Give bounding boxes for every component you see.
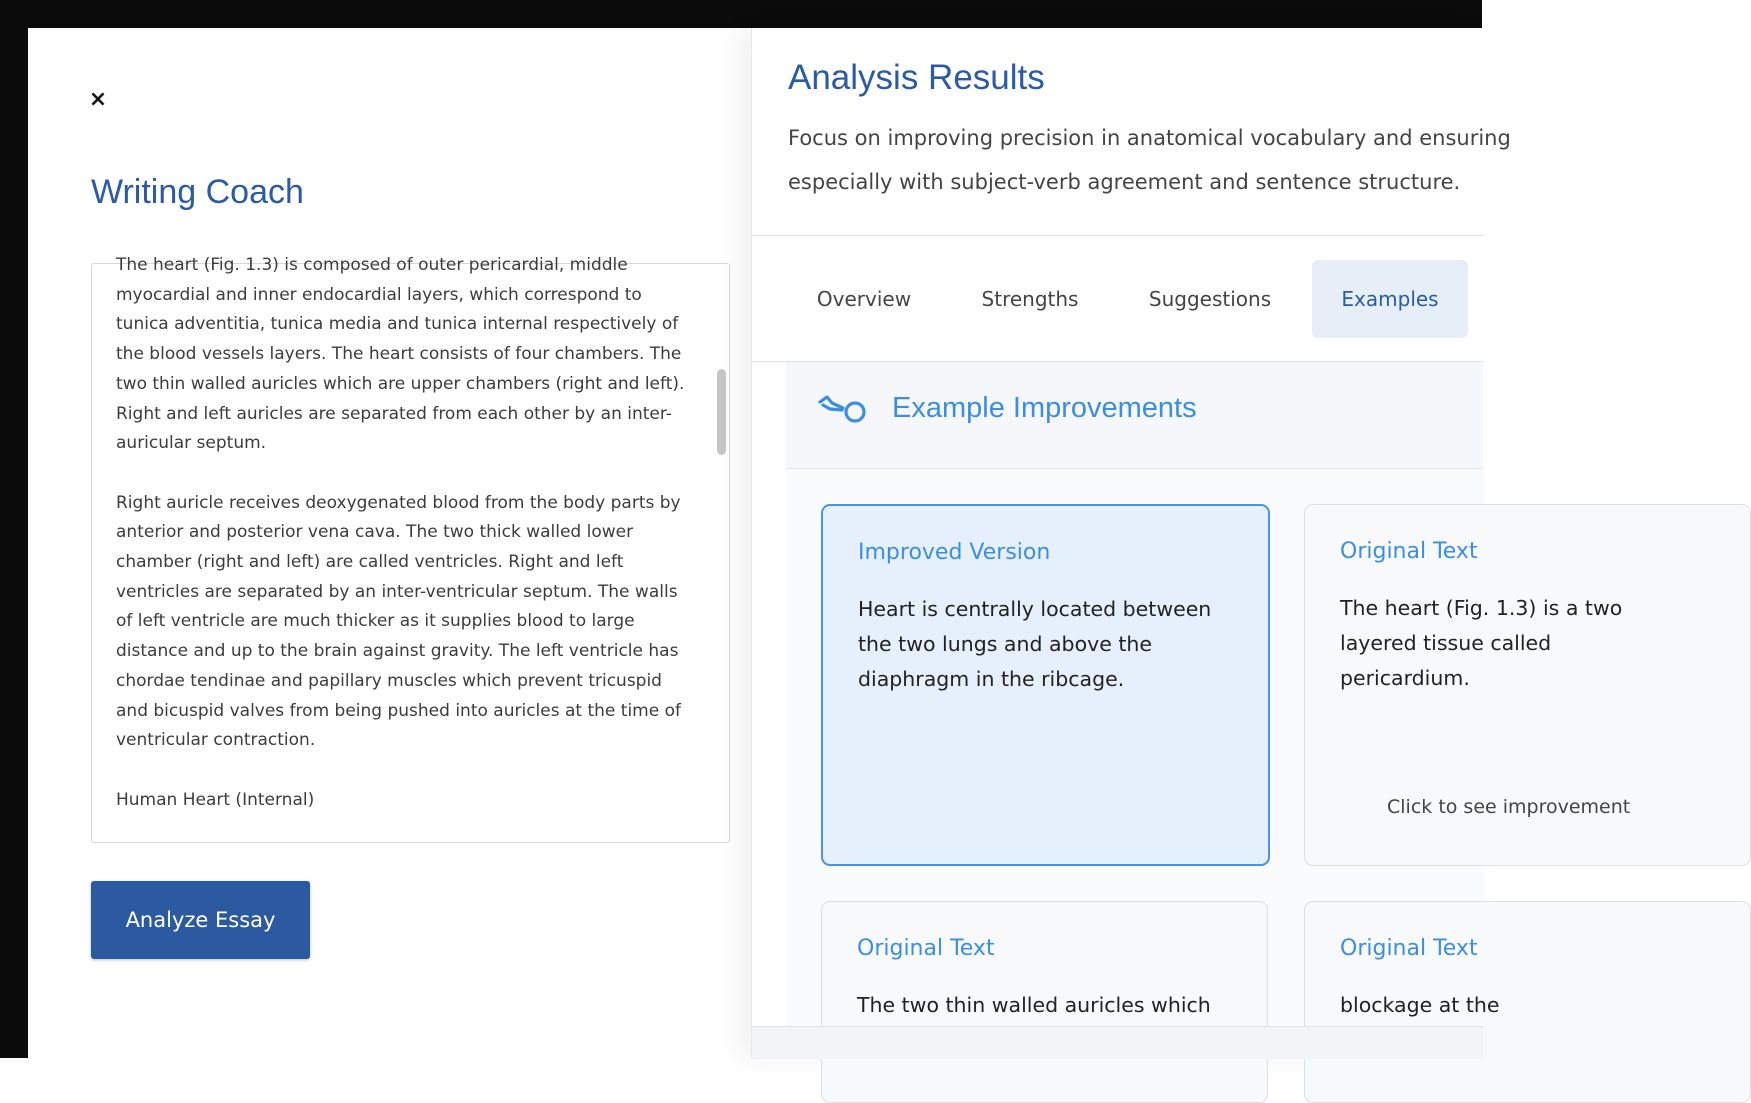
writing-coach-panel: [28, 28, 751, 1058]
card-body: Heart is centrally located between the two lungs and above the diaphragm in the ribcage.: [858, 597, 1212, 691]
card-title: Original Text: [1340, 539, 1478, 564]
analyze-essay-button[interactable]: Analyze Essay: [91, 881, 310, 959]
example-card[interactable]: [1304, 901, 1751, 1103]
close-icon[interactable]: ×: [88, 87, 108, 112]
card-hint: Click to see improvement: [1387, 796, 1631, 818]
results-title: Analysis Results: [788, 58, 1045, 97]
card-title: Original Text: [857, 936, 995, 961]
examples-header: [786, 362, 1483, 469]
summary-line: Focus on improving precision in anatomical vocabulary and ensuring: [788, 126, 1511, 150]
device-bezel-side: [0, 0, 28, 1058]
example-cards: [786, 469, 1631, 1058]
tab-strengths[interactable]: Strengths: [981, 287, 1079, 311]
examples-title: Example Improvements: [892, 392, 1197, 424]
app-screen: [28, 28, 1631, 1058]
tab-examples[interactable]: Examples: [1312, 260, 1468, 338]
card-title: Original Text: [1340, 936, 1478, 961]
divider: [752, 235, 1483, 236]
examples-section: [786, 362, 1631, 1058]
panel-footer: [752, 1026, 1483, 1059]
card-body: blockage at the: [1340, 993, 1500, 1017]
link-icon: [818, 394, 868, 426]
example-card[interactable]: [821, 504, 1270, 866]
essay-paragraph: Human Heart (Internal): [116, 789, 315, 810]
page-title: Writing Coach: [91, 173, 304, 211]
essay-scrollbar[interactable]: [717, 369, 726, 455]
tab-suggestions[interactable]: Suggestions: [1148, 287, 1272, 311]
results-summary: [788, 116, 1548, 204]
essay-paragraph: The heart (Fig. 1.3) is composed of outer pericardial, middle myocardial and inner endocardial layers, which correspond to tunica adventitia, tunica media and tunica internal respectively of the blood vessels layers. The heart consists of four chambers. The two thin walled auricles which are upper chambers (right and left). Right and left auricles are separated from each other by an inter-auricular septum.: [116, 255, 690, 454]
card-body: The heart (Fig. 1.3) is a two layered tissue called pericardium.: [1340, 596, 1623, 690]
essay-textarea[interactable]: [91, 255, 730, 843]
device-bezel: [0, 0, 1482, 28]
card-body: The two thin walled auricles which: [857, 993, 1211, 1017]
analysis-results-panel: [751, 28, 1631, 1058]
results-tabs: [752, 260, 1483, 340]
essay-content: [116, 251, 691, 845]
example-card[interactable]: [1304, 504, 1751, 866]
essay-paragraph: Right auricle receives deoxygenated blood from the body parts by anterior and posterior vena cava. The two thick walled lower chamber (right and left) are called ventricles. Right and left ventricles are separated by an inter-ventricular septum. The walls of left ventricle are much thicker as it supplies blood to large distance and up to the brain against gravity. The left ventricle has chordae tendinae and papillary muscles which prevent tricuspid and bicuspid valves from being pushed into auricles at the time of ventricular contraction.: [116, 492, 687, 751]
tab-overview[interactable]: Overview: [816, 287, 912, 311]
example-card[interactable]: [821, 901, 1268, 1103]
summary-line: especially with subject-verb agreement and sentence structure.: [788, 170, 1461, 194]
card-title: Improved Version: [858, 540, 1051, 565]
